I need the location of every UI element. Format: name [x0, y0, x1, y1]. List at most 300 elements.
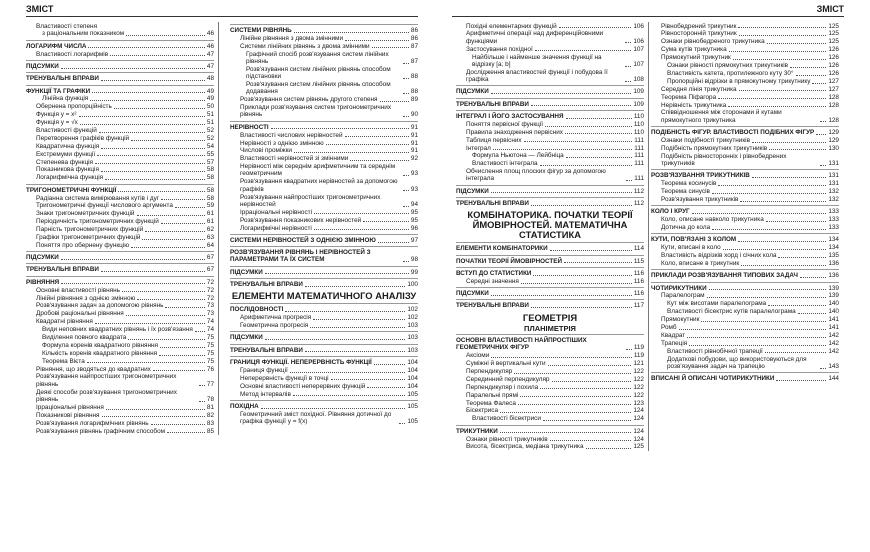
toc-entry[interactable] [230, 322, 418, 329]
toc-section[interactable] [26, 184, 214, 194]
toc-entry-title: Розв'язування систем лінійних рівнянь способом підстановки [246, 65, 391, 81]
toc-section[interactable] [456, 267, 644, 277]
toc-entry-title: ПІДСУМКИ [26, 254, 59, 262]
toc-entry[interactable] [456, 23, 644, 30]
toc-entry[interactable] [456, 129, 644, 136]
dot-leader [718, 185, 826, 186]
toc-entry-title: Теорема Фалеса [466, 399, 516, 407]
dot-leader [491, 295, 632, 296]
toc-page-number: 107 [633, 60, 644, 68]
toc-entry[interactable] [651, 46, 839, 53]
toc-entry[interactable] [651, 356, 839, 371]
toc-page-number: 50 [206, 103, 214, 111]
dot-leader [61, 259, 205, 260]
toc-entry[interactable] [26, 143, 214, 150]
dot-leader [88, 47, 204, 48]
toc-entry[interactable] [651, 316, 839, 323]
toc-entry[interactable] [230, 178, 418, 193]
toc-entry[interactable] [26, 218, 214, 225]
toc-entry[interactable] [26, 127, 214, 134]
dot-leader [493, 149, 632, 150]
toc-entry[interactable] [456, 152, 644, 159]
toc-entry[interactable] [651, 260, 839, 267]
toc-entry-title: Властивості рівнобічної трапеції [667, 347, 763, 355]
toc-page-number: 114 [633, 245, 644, 253]
toc-section[interactable] [456, 255, 644, 265]
toc-entry[interactable] [456, 376, 644, 383]
toc-entry[interactable] [230, 66, 418, 81]
toc-entry-title: РОЗВ'ЯЗУВАННЯ ТРИКУТНИКІВ [651, 172, 750, 180]
toc-entry[interactable] [230, 194, 418, 209]
toc-section[interactable] [26, 263, 214, 273]
toc-section[interactable] [651, 205, 839, 215]
toc-entry[interactable] [26, 318, 214, 325]
toc-entry-title: Показникові рівняння [36, 411, 100, 419]
toc-page-number: 55 [206, 150, 214, 158]
dot-leader [122, 291, 205, 292]
dot-leader [778, 257, 826, 258]
toc-entry[interactable] [651, 137, 839, 144]
dot-leader [692, 213, 827, 214]
toc-entry[interactable] [26, 242, 214, 249]
toc-page-number: 47 [206, 50, 214, 58]
toc-section[interactable] [651, 372, 839, 382]
toc-page-number: 140 [828, 308, 839, 316]
toc-entry[interactable] [26, 420, 214, 427]
dot-leader [514, 373, 631, 374]
toc-section[interactable] [26, 276, 214, 286]
toc-entry[interactable] [651, 62, 839, 69]
toc-entry[interactable] [26, 358, 214, 365]
toc-section[interactable] [26, 72, 214, 82]
toc-page-number: 111 [634, 175, 644, 183]
toc-section[interactable] [456, 242, 644, 252]
toc-section[interactable] [456, 334, 644, 352]
toc-entry-title: РОЗВ'ЯЗУВАННЯ РІВНЯНЬ І НЕРІВНОСТЕЙ З ПАРАМЕТРАМИ ТА ЇХ СИСТЕМ [230, 249, 371, 264]
toc-entry[interactable] [26, 23, 214, 30]
toc-entry-title: Аксіоми [466, 352, 490, 360]
toc-entry-title: Інтеграл [466, 144, 491, 152]
toc-entry-title: Основні властивості рівнянь [36, 286, 121, 294]
toc-entry[interactable] [230, 43, 418, 50]
dot-leader [101, 148, 205, 149]
dot-leader [403, 206, 409, 207]
toc-page-number: 136 [828, 272, 839, 280]
toc-entry[interactable] [230, 383, 418, 390]
toc-entry[interactable] [456, 368, 644, 375]
toc-entry-title: Поняття про обернену функцію [36, 241, 129, 249]
toc-page-number: 142 [828, 339, 839, 347]
toc-entry[interactable] [26, 103, 214, 110]
dot-leader [733, 59, 826, 60]
dot-leader [626, 349, 632, 350]
dot-leader [110, 55, 205, 56]
toc-entry[interactable] [26, 151, 214, 158]
toc-entry[interactable] [456, 400, 644, 407]
toc-entry[interactable] [456, 407, 644, 414]
toc-section[interactable] [230, 356, 418, 366]
toc-section[interactable] [26, 85, 214, 95]
toc-entry[interactable] [26, 373, 214, 388]
dot-leader [97, 155, 205, 156]
toc-entry[interactable] [651, 94, 839, 101]
toc-page-number: 110 [633, 128, 644, 136]
toc-section[interactable] [230, 278, 418, 288]
toc-page-number: 73 [206, 302, 214, 310]
toc-entry[interactable] [651, 153, 839, 168]
toc-entry[interactable] [456, 352, 644, 359]
toc-entry[interactable] [456, 145, 644, 152]
toc-entry-title: Суміжні й вертикальні кути [466, 360, 546, 368]
toc-entry-title: Границя функції [240, 366, 288, 374]
toc-entry[interactable] [26, 295, 214, 302]
toc-page-number: 85 [206, 427, 214, 435]
subpart-title: ПЛАНІМЕТРІЯ [524, 323, 576, 333]
toc-page-number: 61 [206, 218, 214, 226]
toc-entry[interactable] [230, 104, 418, 119]
toc-entry-title: Деякі способи розв'язування тригонометричних рівнянь [36, 388, 177, 403]
toc-section[interactable] [230, 246, 418, 264]
toc-page-number: 94 [410, 200, 418, 208]
part-title: ГЕОМЕТРІЯ [522, 311, 578, 323]
toc-entry[interactable] [651, 180, 839, 187]
toc-page-number: 122 [633, 368, 644, 375]
toc-entry[interactable] [651, 54, 839, 61]
toc-page-number: 112 [633, 187, 644, 195]
toc-section[interactable] [456, 287, 644, 297]
toc-entry[interactable] [456, 160, 644, 167]
toc-entry-title: Розв'язування систем рівнянь другого степеня [240, 96, 378, 104]
toc-entry-title: Перпендикуляр і похила [466, 383, 539, 391]
toc-entry[interactable] [651, 102, 839, 109]
toc-section[interactable] [651, 233, 839, 243]
toc-entry[interactable] [26, 412, 214, 419]
toc-page-number: 96 [410, 224, 418, 232]
toc-section[interactable] [230, 344, 418, 354]
toc-entry[interactable] [26, 202, 214, 209]
toc-entry[interactable] [651, 244, 839, 251]
toc-entry[interactable] [456, 415, 644, 422]
toc-page-number: 124 [633, 407, 644, 415]
dot-leader [687, 337, 826, 338]
toc-entry-title: ВСТУП ДО СТАТИСТИКИ [456, 269, 532, 277]
dot-leader [372, 47, 409, 48]
toc-page-number: 81 [206, 403, 214, 411]
toc-entry[interactable] [230, 140, 418, 147]
toc-entry[interactable] [26, 159, 214, 166]
toc-entry[interactable] [230, 411, 418, 426]
toc-page-number: 108 [633, 76, 644, 84]
toc-entry[interactable] [456, 121, 644, 128]
toc-entry[interactable] [26, 342, 214, 349]
toc-entry-title: Кути, вписані в коло [661, 244, 721, 252]
toc-entry-title: КУТИ, ПОВ'ЯЗАНІ З КОЛОМ [651, 236, 737, 244]
toc-page-number: 92 [410, 155, 418, 163]
toc-entry[interactable] [651, 109, 839, 124]
toc-entry-title: ПОСЛІДОВНОСТІ [230, 306, 284, 314]
toc-entry-title: Розв'язування показникових нерівностей [240, 216, 362, 224]
toc-entry[interactable] [651, 86, 839, 93]
toc-entry[interactable] [230, 81, 418, 96]
toc-entry[interactable] [651, 252, 839, 259]
toc-entry[interactable] [26, 310, 214, 317]
toc-entry[interactable] [651, 300, 839, 307]
toc-section[interactable] [230, 24, 418, 34]
toc-page-number: 48 [206, 75, 214, 83]
toc-entry-title: Властивості логарифмів [36, 50, 109, 58]
toc-section[interactable] [26, 40, 214, 50]
toc-entry[interactable] [651, 348, 839, 355]
toc-entry-title: Теорема косинусів [661, 180, 717, 188]
toc-page-number: 90 [410, 111, 418, 119]
toc-entry[interactable] [26, 326, 214, 333]
toc-page-number: 75 [206, 357, 214, 365]
dot-leader [261, 408, 406, 409]
toc-entry-title: Ознаки рівнобедреного трикутника [661, 38, 765, 46]
toc-section[interactable] [230, 400, 418, 410]
toc-entry[interactable] [230, 147, 418, 154]
toc-entry[interactable] [230, 163, 418, 178]
dot-leader [131, 140, 205, 141]
toc-entry[interactable] [26, 30, 214, 37]
toc-page-number: 111 [634, 152, 644, 160]
toc-page-number: 102 [407, 314, 418, 322]
dot-leader [326, 144, 409, 145]
toc-entry[interactable] [651, 30, 839, 37]
toc-entry[interactable] [456, 436, 644, 443]
toc-entry-title: Прямокутний трикутник [661, 54, 731, 62]
dot-leader [550, 250, 632, 251]
toc-page-number: 142 [828, 331, 839, 339]
toc-entry[interactable] [230, 155, 418, 162]
dot-leader [491, 192, 632, 193]
toc-entry[interactable] [651, 70, 839, 77]
toc-section[interactable] [651, 126, 839, 136]
dot-leader [145, 231, 205, 232]
dot-leader [271, 128, 409, 129]
toc-section[interactable] [651, 282, 839, 292]
toc-entry[interactable] [230, 35, 418, 42]
toc-page-number: 93 [410, 185, 418, 193]
toc-section[interactable] [456, 299, 644, 309]
dot-leader [712, 229, 826, 230]
toc-page-number: 122 [633, 391, 644, 399]
toc-entry[interactable] [26, 135, 214, 142]
dot-leader [199, 385, 205, 386]
toc-entry[interactable] [456, 137, 644, 144]
toc-page-number: 130 [828, 144, 839, 152]
toc-entry-title: ІНТЕГРАЛ І ЙОГО ЗАСТОСУВАННЯ [456, 112, 564, 120]
toc-entry[interactable] [456, 168, 644, 183]
toc-entry[interactable] [230, 132, 418, 139]
toc-entry[interactable] [651, 292, 839, 299]
toc-section[interactable] [456, 185, 644, 195]
toc-entry[interactable] [26, 166, 214, 173]
dot-leader [500, 432, 632, 433]
dot-leader [543, 420, 631, 421]
toc-entry-title: ТРЕНУВАЛЬНІ ВПРАВИ [456, 200, 529, 208]
toc-entry[interactable] [456, 392, 644, 399]
toc-entry[interactable] [26, 428, 214, 435]
toc-section[interactable] [456, 197, 644, 207]
toc-page-number: 67 [206, 266, 214, 274]
toc-entry[interactable] [26, 404, 214, 411]
toc-page-number: 104 [407, 374, 418, 382]
toc-page-number: 125 [828, 30, 839, 38]
toc-entry[interactable] [26, 302, 214, 309]
toc-page-number: 128 [828, 93, 839, 101]
toc-section[interactable] [456, 98, 644, 108]
dot-leader [114, 108, 205, 109]
toc-entry[interactable] [26, 226, 214, 233]
dot-leader [798, 313, 827, 314]
toc-page-number: 64 [206, 241, 214, 249]
toc-section[interactable] [651, 169, 839, 179]
toc-entry-title: Дотична до кола [661, 224, 711, 231]
toc-page-number: 91 [410, 131, 418, 139]
header-rule-left [26, 16, 418, 17]
dot-leader [61, 283, 205, 284]
toc-entry-title: Ознаки рівності трикутників [466, 435, 548, 443]
dot-leader [175, 207, 205, 208]
toc-entry[interactable] [26, 389, 214, 404]
dot-leader [524, 141, 633, 142]
toc-entry[interactable] [26, 287, 214, 294]
toc-page-number: 112 [633, 200, 644, 208]
toc-entry[interactable] [230, 217, 418, 224]
toc-entry[interactable] [456, 278, 644, 285]
toc-entry-title: Властивості числових нерівностей [240, 131, 343, 139]
toc-entry[interactable] [651, 308, 839, 315]
toc-section[interactable] [26, 251, 214, 261]
toc-entry[interactable] [230, 314, 418, 321]
toc-page-number: 129 [828, 136, 839, 144]
dot-leader [403, 63, 409, 64]
dot-leader [812, 83, 826, 84]
dot-leader [689, 345, 826, 346]
toc-page-number: 57 [206, 158, 214, 166]
dot-leader [378, 242, 409, 243]
toc-entry[interactable] [26, 334, 214, 341]
toc-entry[interactable] [651, 196, 839, 203]
toc-entry-title: ЕЛЕМЕНТИ КОМБІНАТОРИКИ [456, 245, 548, 253]
toc-entry[interactable] [26, 195, 214, 202]
toc-page-number: 133 [828, 216, 839, 224]
toc-entry[interactable] [456, 384, 644, 391]
toc-entry[interactable] [651, 38, 839, 45]
toc-entry-title: Нерівності між середнім арифметичним та середнім геометричним [240, 163, 396, 178]
toc-section[interactable] [230, 266, 418, 276]
toc-page-number: 110 [633, 120, 644, 128]
toc-section[interactable] [230, 331, 418, 341]
toc-entry-title: Паралельні прямі [466, 391, 519, 399]
toc-page-number: 47 [206, 62, 214, 70]
toc-entry[interactable] [456, 443, 644, 450]
toc-section[interactable] [651, 269, 839, 279]
toc-entry[interactable] [651, 224, 839, 231]
toc-section[interactable] [26, 60, 214, 70]
toc-page-number: 139 [828, 284, 839, 292]
dot-leader [95, 323, 205, 324]
toc-entry[interactable] [26, 51, 214, 58]
dot-leader [500, 412, 631, 413]
toc-entry[interactable] [26, 366, 214, 373]
toc-section[interactable] [456, 425, 644, 435]
toc-entry[interactable] [26, 350, 214, 357]
toc-entry[interactable] [456, 46, 644, 53]
toc-entry[interactable] [26, 174, 214, 181]
toc-entry[interactable] [26, 111, 214, 118]
toc-entry[interactable] [651, 324, 839, 331]
toc-section[interactable] [456, 110, 644, 120]
toc-page-number: 109 [633, 100, 644, 108]
toc-entry[interactable] [230, 375, 418, 382]
toc-entry-title: Рівносторонній трикутник [661, 30, 737, 38]
toc-entry[interactable] [26, 119, 214, 126]
toc-entry[interactable] [26, 210, 214, 217]
toc-entry[interactable] [26, 95, 214, 102]
toc-entry[interactable] [651, 340, 839, 347]
toc-entry[interactable] [456, 30, 644, 45]
toc-entry[interactable] [651, 188, 839, 195]
toc-section[interactable] [456, 85, 644, 95]
toc-entry[interactable] [456, 69, 644, 84]
toc-entry[interactable] [230, 391, 418, 398]
toc-entry[interactable] [230, 209, 418, 216]
toc-entry[interactable] [456, 54, 644, 69]
dot-leader [101, 271, 205, 272]
toc-entry[interactable] [230, 51, 418, 66]
dot-leader [790, 67, 826, 68]
toc-entry-title: ПІДСУМКИ [456, 290, 489, 298]
toc-entry-title: Радіанна система вимірювання кутів і дуг [36, 194, 160, 202]
dot-leader [816, 134, 826, 135]
toc-entry[interactable] [456, 360, 644, 367]
dot-leader [768, 305, 826, 306]
dot-leader [160, 347, 205, 348]
toc-page-number: 46 [206, 42, 214, 50]
dot-leader [766, 221, 827, 222]
dot-leader [820, 121, 826, 122]
toc-entry[interactable] [230, 367, 418, 374]
toc-entry-title: ПОДІБНІСТЬ ФІГУР. ВЛАСТИВОСТІ ПОДІБНИХ ФІГУР [651, 128, 815, 136]
toc-entry-title: Ознаки рівності прямокутних трикутників [667, 62, 789, 70]
dot-leader [101, 80, 205, 81]
toc-entry[interactable] [651, 332, 839, 339]
toc-section[interactable] [230, 303, 418, 313]
toc-entry[interactable] [230, 225, 418, 232]
toc-entry-title: Таблиця первісних [466, 136, 522, 144]
toc-entry-title: Властивості бісектрис кутів паралелограма [667, 308, 796, 316]
toc-entry-title: ВПИСАНІ Й ОПИСАНІ ЧОТИРИКУТНИКИ [651, 375, 775, 383]
dot-leader [540, 165, 633, 166]
toc-section[interactable] [230, 234, 418, 244]
toc-page-number: 76 [206, 365, 214, 373]
toc-entry[interactable] [651, 216, 839, 223]
dot-leader [80, 124, 205, 125]
toc-entry[interactable] [651, 78, 839, 85]
toc-page-number: 110 [633, 112, 644, 120]
dot-leader [533, 275, 631, 276]
toc-entry[interactable] [230, 96, 418, 103]
toc-section[interactable] [230, 121, 418, 131]
toc-page-number: 126 [828, 54, 839, 62]
toc-entry[interactable] [651, 23, 839, 30]
toc-entry[interactable] [651, 145, 839, 152]
toc-page-number: 122 [633, 375, 644, 383]
toc-entry-title: Коло, описане навколо трикутника [661, 216, 764, 224]
toc-entry[interactable] [26, 234, 214, 241]
